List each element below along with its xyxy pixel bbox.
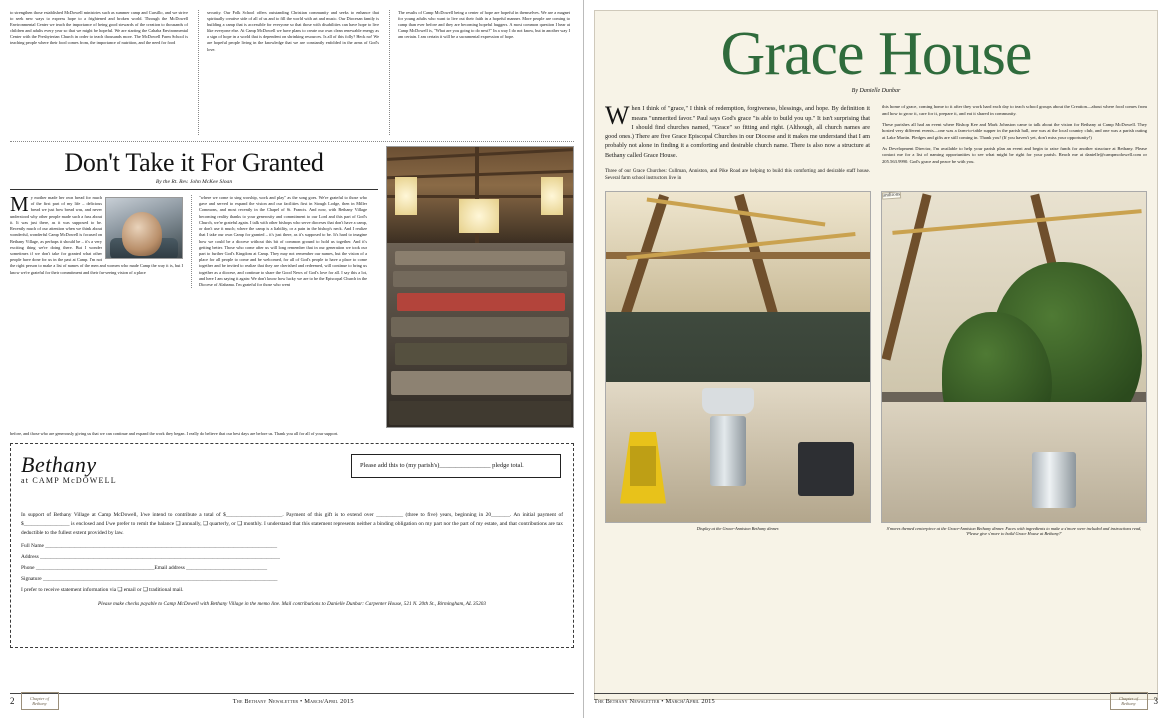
field-full-name[interactable]: Full Name ______________________________________________________________________________________ xyxy=(21,542,278,549)
divider-dotted xyxy=(10,141,574,142)
caption-right: S'mores themed centerpiece at the Grace-Anniston Bethany dinner. Faces with ingredients to make a s'more were included and instructions read, 'Please give s'more to build Grace House at Bethany?' xyxy=(886,525,1142,537)
footer-logo-right-line2: Bethany xyxy=(1121,701,1136,706)
pledge-form[interactable] xyxy=(10,443,574,648)
footer-text-left: The Bethany Newsletter • March/April 2015 xyxy=(232,697,354,705)
grace-house-columns xyxy=(605,101,1147,182)
top-continued-columns xyxy=(10,10,574,135)
photo-tag-text: andirons xyxy=(882,191,901,199)
grace-house-lead: hen I think of "grace," I think of redemption, forgiveness, blessings, and hope. By definition it means "unmerited favor." Paul says God's grace "is able to build you up." It isn't surprising that I should find churches named, "Grace" so fitting and right. (Although, all church names are good ones.) There are five Grace Episcopal Churches in our Diocese and it makes me understand that I am probably not alone in finding it a comforting and desirable church name. There is also now a structure at Bethany called Grace House. xyxy=(605,105,870,159)
grace-house-byline: By Danielle Dunbar xyxy=(851,88,901,95)
grace-house-column-left xyxy=(605,101,870,182)
article-byline: By the Rt. Rev. John McKee Sloan xyxy=(155,179,233,185)
article-column-1 xyxy=(10,192,183,288)
grace-house-paragraph-2: Three of our Grace Churches: Cullman, Anniston, and Pike Road are helping to build this comforting and desirable staff house. Several farm school instructors live in xyxy=(605,169,870,182)
article-column-1-text: y mother made her own bread for much of the first part of my life – delicious bread we just how bread was, and never understood why other people made such a fuss about it. It was just there, as it was supposed to be. Recently much of our attention when we think about wonderful, wonderful Camp McDowell is focused on Bethany Village, as perhaps it should be – it's a very exciting thing we're doing there. But I wonder sometimes if we don't take for granted what other people have done for us in the past at Camp. I'm not the right person to make a list of names of the men and women who made Camp the way it is, but I know we're grateful for their commitment and their far-seeing vision of a place xyxy=(10,195,183,275)
grace-house-dropcap: W xyxy=(605,101,630,131)
grace-house-panel xyxy=(594,10,1158,700)
photo-smores-centerpiece xyxy=(881,191,1147,523)
grace-house-column-right xyxy=(882,104,1147,182)
caption-left: Display at the Grace-Anniston Bethany dinner. xyxy=(696,525,780,531)
page-number-right: 3 xyxy=(1153,696,1158,706)
grace-house-right-p2: These parishes all had an event where Bishop Kee and Mark Johnston came to talk about the vision for Bethany at Camp McDowell. They hosted very different events—one was a farm-to-table supper in the parish hall, one was at the local country club, and one was a parish outing at Lake Martin. Pledges and gifts are still coming in. Thank you! (If you haven't yet, don't miss your opportunity!) xyxy=(882,121,1147,140)
grace-house-right-p3: As Development Director, I'm available to help your parish plan an event and begin to raise funds for another structure at Bethany. Please contact me for a list of naming opportunities to see what might be right for your parish. Reach me at danielle@campmcdowell.com or 205.563.9990. God's grace and peace be with you. xyxy=(882,145,1147,164)
headline-rule xyxy=(10,189,378,190)
bethany-logo-subtitle: at CAMP McDOWELL xyxy=(21,476,117,486)
field-phone-email[interactable]: Phone ____________________________________________Email address ______________________________ xyxy=(21,564,268,571)
grace-house-right-p1: this home of grace, coming home to it after they work hard each day to teach school groups about the Creation—about where food comes from and how to grow it, care for it, prepare it, and eat it shared in community. xyxy=(882,104,1147,116)
bethany-logo-title: Bethany xyxy=(21,452,97,478)
footer-text-right: The Bethany Newsletter • March/April 2015 xyxy=(594,697,715,705)
footer-logo-right-line1: Chapter of xyxy=(1119,696,1138,701)
footer-logo-left xyxy=(21,692,59,710)
chapel-photo xyxy=(386,146,574,428)
top-column-2: security. Our Folk School offers outstanding Christian community and seeks to enhance that spiritually creative side of all of us and to fill the world with art and music. Our Diocesan family is building a camp that is accessible for everyone so that those with disabilities can have hope to live like everyone else. At Camp McDowell we have plans to create our own clean renewable energy as a sign of hope in a world that is dependent on shrinking resources. Is all of this folly? Heck no! We are hopeful people living in the knowledge that we are constantly enfolded in the arms of God's love. xyxy=(198,10,379,135)
grace-house-photos xyxy=(605,191,1147,523)
right-page-footer xyxy=(594,692,1158,710)
grace-house-title: Grace House xyxy=(720,20,1032,88)
footer-logo-line2: Bethany xyxy=(32,701,47,706)
photo-anniston-display xyxy=(605,191,871,523)
article-column-3-tail: before, and those who are generously giving us that we can continue and expand the work they began. I really do believe that our best days are before us. Thank you all for all of your support. xyxy=(10,431,339,436)
pledge-statement: In support of Bethany Village at Camp McDowell, I/we intend to contribute a total of $_____________________. Payment of this gift is to extend over __________ (three to five) years, beginning in 20_______. An initial payment of $_________________ is enclosed and I/we prefer to remit the balance ❑ annually, ❑ quarterly, or ❑ monthly. I understand that this statement represents neither a binding obligation on my part nor the part of my estate, and that contributions are tax deductible to the fullest extent provided by law. xyxy=(21,512,563,537)
page-number-left: 2 xyxy=(10,696,15,706)
left-page-footer xyxy=(10,692,574,710)
footer-logo-line1: Chapter of xyxy=(30,696,49,701)
article-headline: Don't Take it For Granted xyxy=(64,148,324,177)
field-address[interactable]: Address _________________________________________________________________________________________ xyxy=(21,553,280,560)
article-column-2: "where we come to sing worship, work and play" as the song goes. We're grateful to those who gave and served to expand the vision and our facilities first in Stough Lodge, then in Miller Commons, and most recently in the Chapel of St. Francis. And now, with Bethany Village becoming reality thanks to your generosity and commitment to our Lord and this part of God's Church, we're grateful again. I talk with other bishops who serve dioceses that don't have a camp, or don't use it much; where the camp is a liability, or a pain in the bishop's neck. And I realize that I take our own Camp for granted – it's just there, as it's supposed to be. It's hard to imagine how we could be a diocese without this bit of common ground to hold us together. And it's getting better. Those who come after us will long remember that in our generation we took our part to further God's Kingdom at Camp. They may not remember our names, but the vision of a place for all people to come and be welcomed, for all of God's people to have a place to come together and be invited to realize that they are cherished and redeemed, will continue to bring us together as a diocese, and continue to share the Good News of God's love for all. I say this a lot, and here I am saying it again: We don't know how lucky we are to be the Episcopal Church in the Diocese of Alabama. I'm grateful for those who went xyxy=(191,195,367,288)
photo-handwritten-tag xyxy=(882,191,902,199)
field-statement-preference[interactable]: I prefer to receive statement information via ❑ email or ❑ traditional mail. xyxy=(21,586,184,593)
parish-pledge-note: Please add this to (my parish's)________________ pledge total. xyxy=(351,454,561,477)
footer-logo-right xyxy=(1110,692,1148,710)
dropcap: M xyxy=(10,192,29,216)
top-column-3: The results of Camp McDowell being a center of hope are hopeful in themselves. We are a magnet for young adults who want to live out their faith in a hopeful manner. More people are coming to camp than ever before and they are becoming hopeful huggers. A most common question I hear at Camp McDowell is, "What are you going to do next?" In a way I do not know, but in another way I am certain. I am certain it will be a sacramental expression of hope. xyxy=(389,10,570,135)
pledge-mailing-instructions: Please make checks payable to Camp McDowell with Bethany Village in the memo line. Mail contributions to Danielle Dunbar: Carpenter House, 521 N. 20th St., Birmingham, AL 35203 xyxy=(98,600,486,607)
right-page xyxy=(584,0,1168,718)
article-body xyxy=(10,192,378,288)
top-column-1: to strengthen those established McDowell ministries such as summer camp and Cursillo, and we strive to seek new ways to express hope to a frightened and broken world. Through the McDowell Environmental Center we teach the importance of being good stewards of the creation to thousands of children and adults every year so that we might be hopeful. We are starting the Cahaba Environmental Center with the Presbyterian Church in order to teach thousands more. The McDowell Farm School is teaching people where their food comes from, the importance of nutrition, and the need for food xyxy=(10,10,188,46)
field-signature[interactable]: Signature _______________________________________________________________________________________ xyxy=(21,575,278,582)
photo-captions xyxy=(605,523,1147,538)
author-photo xyxy=(105,197,183,259)
